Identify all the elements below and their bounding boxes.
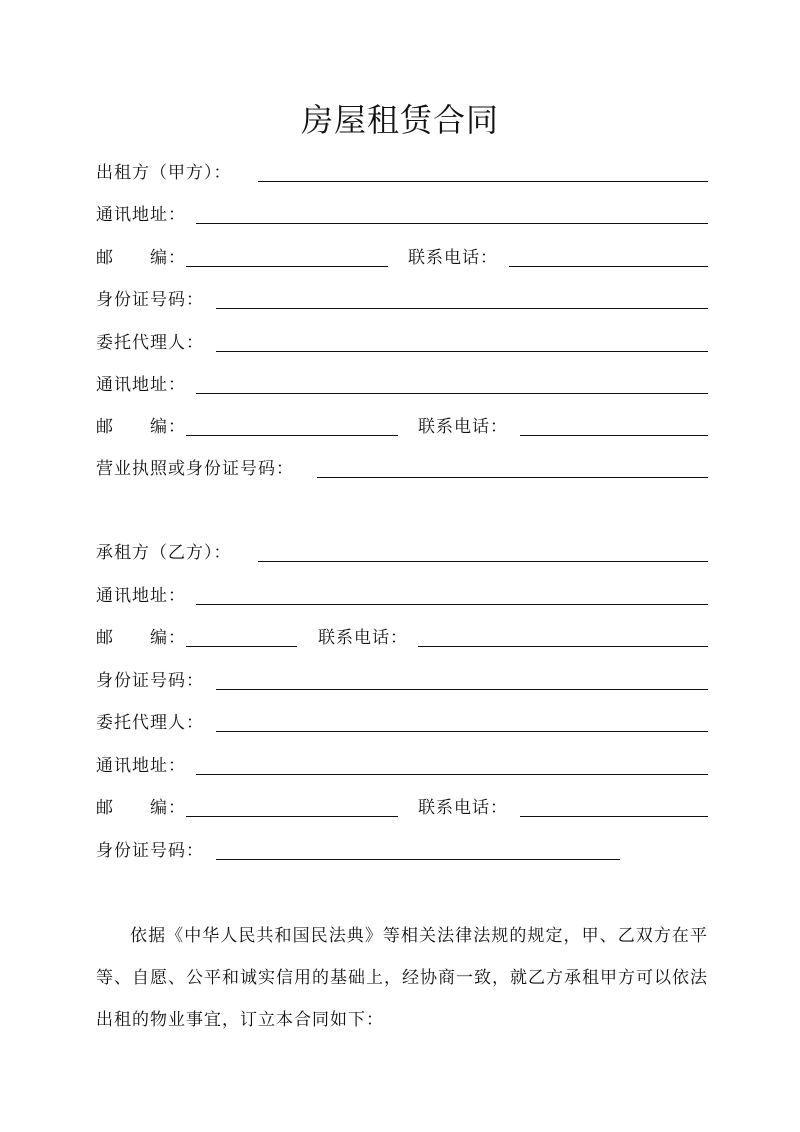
- landlord-id-line[interactable]: [216, 308, 708, 309]
- tenant-agent-id-label: 身份证号码：: [96, 841, 204, 861]
- tenant-postcode-label: 邮 编：: [96, 628, 186, 648]
- tenant-agent-phone-line[interactable]: [520, 816, 708, 817]
- landlord-phone-line[interactable]: [509, 266, 708, 267]
- landlord-address-line[interactable]: [196, 223, 708, 224]
- document-title: 房屋租赁合同: [300, 101, 499, 139]
- tenant-id-line[interactable]: [216, 689, 708, 690]
- tenant-phone-label: 联系电话：: [318, 628, 408, 648]
- tenant-phone-line[interactable]: [418, 646, 708, 647]
- landlord-phone-label: 联系电话：: [408, 248, 498, 268]
- tenant-id-label: 身份证号码：: [96, 671, 204, 691]
- landlord-license-line[interactable]: [317, 477, 708, 478]
- tenant-postcode-row: [96, 623, 708, 653]
- tenant-agent-address-line[interactable]: [196, 774, 708, 775]
- tenant-postcode-line[interactable]: [186, 646, 297, 647]
- landlord-license-label: 营业执照或身份证号码：: [96, 459, 294, 479]
- tenant-agent-address-row: [96, 751, 708, 781]
- landlord-party-row: [96, 158, 708, 188]
- tenant-agent-label: 委托代理人：: [96, 713, 204, 733]
- tenant-id-row: [96, 666, 708, 696]
- landlord-agent-row: [96, 328, 708, 358]
- tenant-party-row: [96, 538, 708, 568]
- tenant-agent-postcode-label: 邮 编：: [96, 798, 186, 818]
- landlord-agent-phone-line[interactable]: [520, 435, 708, 436]
- landlord-party-label: 出租方（甲方）：: [96, 163, 232, 183]
- tenant-party-line[interactable]: [258, 561, 708, 562]
- landlord-postcode-row: [96, 243, 708, 273]
- landlord-agent-line[interactable]: [216, 351, 708, 352]
- landlord-agent-address-line[interactable]: [196, 393, 708, 394]
- tenant-agent-row: [96, 708, 708, 738]
- tenant-address-row: [96, 581, 708, 611]
- tenant-agent-postcode-line[interactable]: [186, 816, 398, 817]
- landlord-id-row: [96, 285, 708, 315]
- tenant-party-label: 承租方（乙方）：: [96, 543, 232, 563]
- landlord-agent-postcode-row: [96, 412, 708, 442]
- tenant-agent-line[interactable]: [216, 731, 708, 732]
- tenant-agent-phone-label: 联系电话：: [418, 798, 508, 818]
- tenant-agent-id-line[interactable]: [216, 859, 620, 860]
- landlord-postcode-line[interactable]: [186, 266, 388, 267]
- landlord-agent-label: 委托代理人：: [96, 333, 204, 353]
- tenant-address-line[interactable]: [196, 604, 708, 605]
- landlord-agent-postcode-label: 邮 编：: [96, 417, 186, 437]
- tenant-agent-address-label: 通讯地址：: [96, 756, 186, 776]
- landlord-party-line[interactable]: [258, 181, 708, 182]
- tenant-agent-postcode-row: [96, 793, 708, 823]
- landlord-license-row: [96, 454, 708, 484]
- preamble-paragraph: [96, 915, 708, 1041]
- landlord-agent-postcode-line[interactable]: [186, 435, 398, 436]
- tenant-agent-id-row: [96, 836, 708, 866]
- preamble-text: 依据《中华人民共和国民法典》等相关法律法规的规定，甲、乙双方在平等、自愿、公平和诚实信用的基础上，经协商一致，就乙方承租甲方可以依法出租的物业事宜，订立本合同如下：: [96, 926, 708, 1030]
- tenant-address-label: 通讯地址：: [96, 586, 186, 606]
- landlord-agent-address-label: 通讯地址：: [96, 375, 186, 395]
- landlord-address-label: 通讯地址：: [96, 205, 186, 225]
- landlord-address-row: [96, 200, 708, 230]
- landlord-agent-address-row: [96, 370, 708, 400]
- landlord-agent-phone-label: 联系电话：: [418, 417, 508, 437]
- landlord-id-label: 身份证号码：: [96, 290, 204, 310]
- landlord-postcode-label: 邮 编：: [96, 248, 186, 268]
